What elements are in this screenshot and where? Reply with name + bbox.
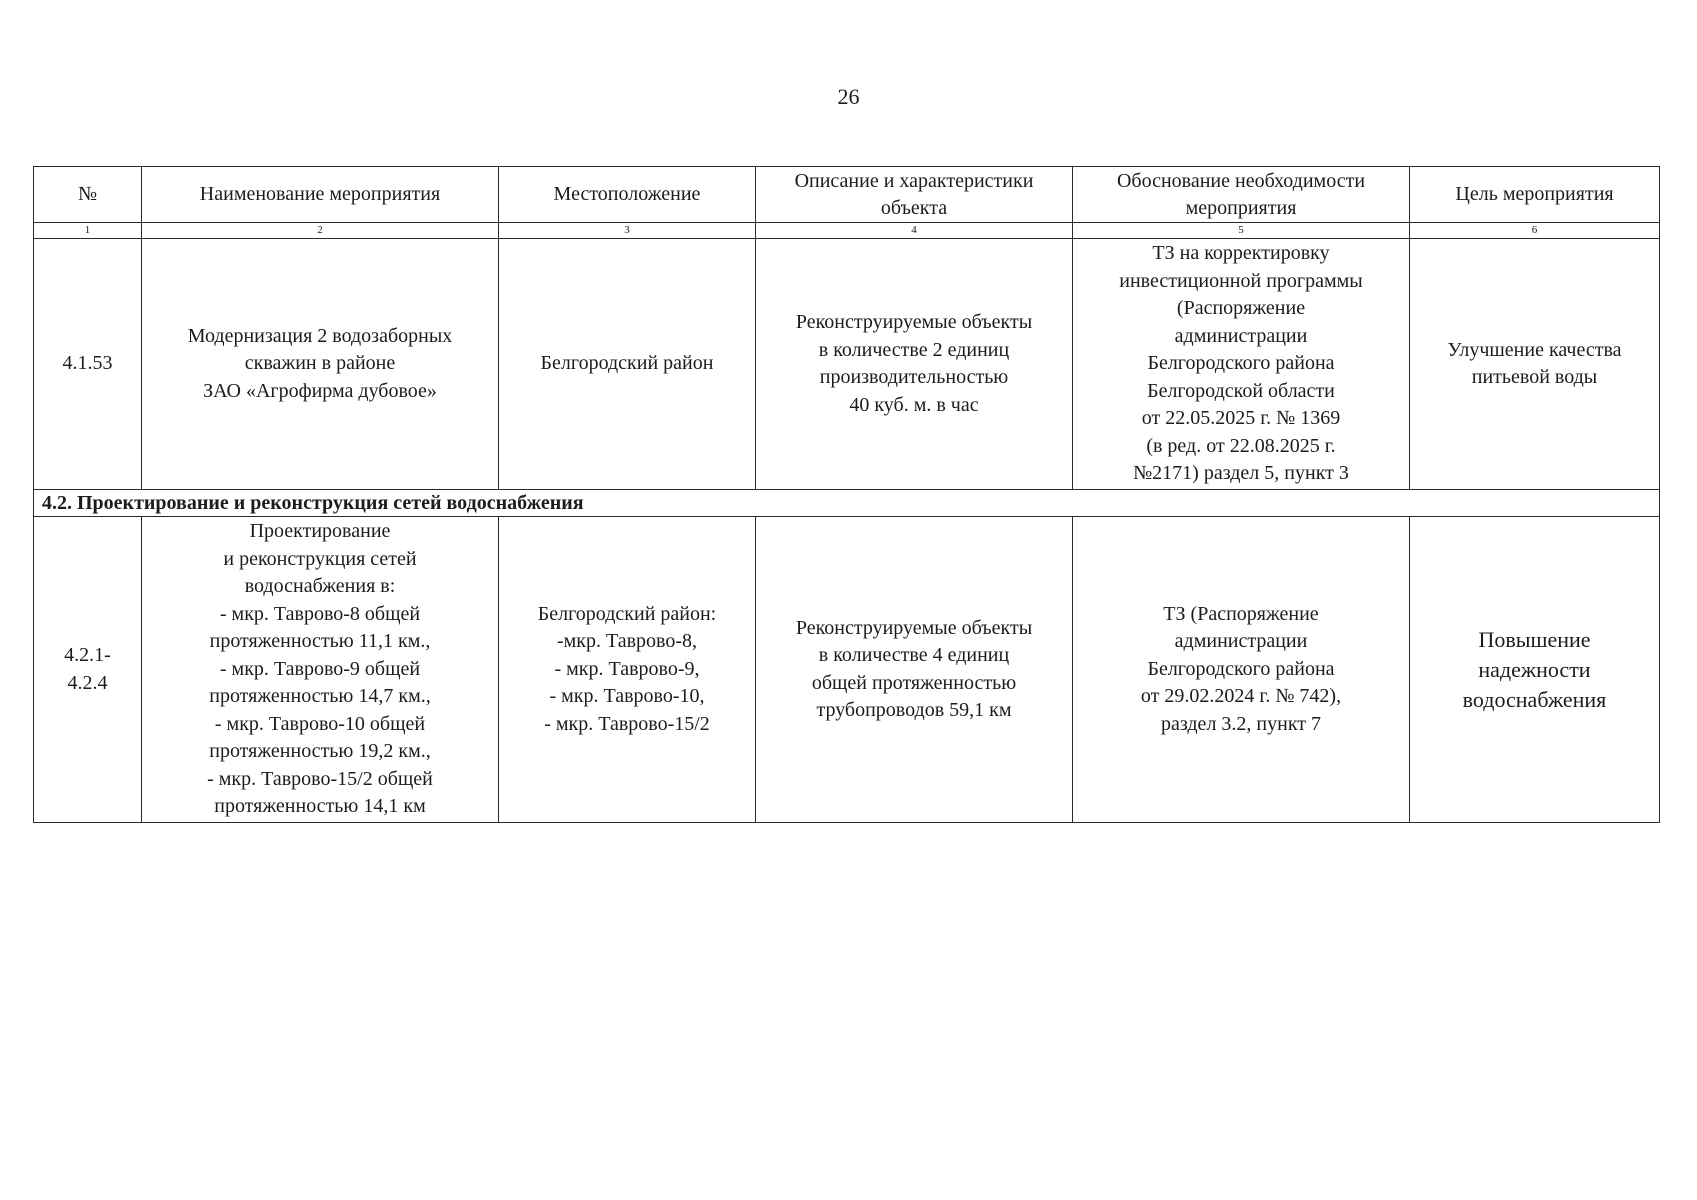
header-name: Наименование мероприятия <box>142 167 499 223</box>
table-row <box>34 239 1660 490</box>
measure-name: Проектирование и реконструкция сетей водоснабжения в: - мкр. Таврово-8 общей протяженностью 11,1 км., - мкр. Таврово-9 общей протяженностью 14,7 км., - мкр. Таврово-10 общей протяженностью 19,2 км., - мкр. Таврово-15/2 общей протяженностью 14,1 км <box>142 517 499 823</box>
measure-justification: ТЗ на корректировку инвестиционной программы (Распоряжение администрации Белгородского района Белгородской области от 22.05.2025 г. № 1369 (в ред. от 22.08.2025 г. №2171) раздел 5, пункт 3 <box>1073 239 1410 490</box>
measure-location: Белгородский район <box>499 239 756 490</box>
row-number: 4.2.1- 4.2.4 <box>34 517 142 823</box>
column-numbers-row <box>34 223 1660 239</box>
measure-description: Реконструируемые объекты в количестве 2 единиц производительностью 40 куб. м. в час <box>756 239 1073 490</box>
header-description: Описание и характеристики объекта <box>756 167 1073 223</box>
column-number: 1 <box>34 223 142 239</box>
column-number: 4 <box>756 223 1073 239</box>
table-row <box>34 517 1660 823</box>
header-goal: Цель мероприятия <box>1410 167 1660 223</box>
page-number: 26 <box>837 84 860 109</box>
header-number: № <box>34 167 142 223</box>
measure-location: Белгородский район: -мкр. Таврово-8, - мкр. Таврово-9, - мкр. Таврово-10, - мкр. Таврово-15/2 <box>499 517 756 823</box>
header-justification: Обоснование необходимости мероприятия <box>1073 167 1410 223</box>
measure-description: Реконструируемые объекты в количестве 4 единиц общей протяженностью трубопроводов 59,1 км <box>756 517 1073 823</box>
section-row <box>34 490 1660 517</box>
column-number: 3 <box>499 223 756 239</box>
row-number: 4.1.53 <box>34 239 142 490</box>
section-title: 4.2. Проектирование и реконструкция сетей водоснабжения <box>34 490 1660 517</box>
measure-goal: Улучшение качества питьевой воды <box>1410 239 1660 490</box>
measure-goal: Повышение надежности водоснабжения <box>1410 517 1660 823</box>
measure-justification: ТЗ (Распоряжение администрации Белгородского района от 29.02.2024 г. № 742), раздел 3.2, пункт 7 <box>1073 517 1410 823</box>
column-number: 6 <box>1410 223 1660 239</box>
header-location: Местоположение <box>499 167 756 223</box>
measure-name: Модернизация 2 водозаборных скважин в районе ЗАО «Агрофирма дубовое» <box>142 239 499 490</box>
table-header-row <box>34 167 1660 223</box>
column-number: 5 <box>1073 223 1410 239</box>
column-number: 2 <box>142 223 499 239</box>
measures-table <box>33 166 1660 823</box>
